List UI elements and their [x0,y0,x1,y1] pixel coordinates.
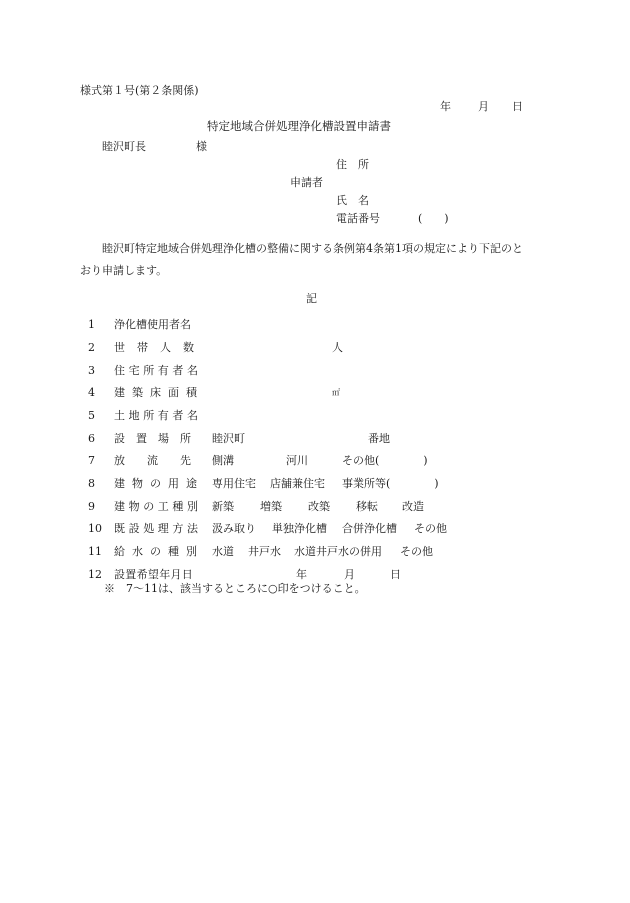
item-number: 1 [88,318,95,331]
item-number: 11 [88,545,102,558]
item-label: 設 置 場 所 [114,432,191,445]
item-option: 専用住宅 [212,477,256,490]
date-month-label: 月 [478,100,489,113]
item-label: 建物の工種別 [114,500,202,513]
item-option: 改造 [402,500,424,513]
item-label: 建物の用途 [114,477,204,490]
item-row-6 [0,432,630,446]
item-unit: ㎡ [332,388,340,397]
item-row-12 [0,568,630,582]
item-option: 日 [390,568,401,581]
item-option: 月 [344,568,355,581]
item-number: 8 [88,477,95,490]
item-option: 増築 [260,500,282,513]
item-option: 合併浄化槽 [342,522,397,535]
intro-line-1: 睦沢町特定地域合併処理浄化槽の整備に関する条例第4条第1項の規定により下記のと [102,242,523,255]
item-number: 10 [88,522,102,535]
item-option: 井戸水 [248,545,281,558]
applicant-label: 申請者 [290,176,323,189]
applicant-phone-paren: ( ) [418,212,449,225]
item-row-11 [0,545,630,559]
intro-paragraph [80,238,550,282]
item-row-5 [0,409,630,423]
applicant-name-label: 氏 名 [336,194,369,207]
footnote: ※ 7～11は、該当するところに○印をつけること。 [104,582,366,595]
item-label: 建築床面積 [114,386,204,399]
date-year-label: 年 [440,100,451,113]
honorific: 様 [196,140,207,153]
date-day-label: 日 [512,100,523,113]
item-number: 7 [88,454,95,467]
item-option: その他 [414,522,447,535]
applicant-phone-label: 電話番号 [336,212,380,225]
addressee: 睦沢町長 [102,140,146,153]
item-number: 4 [88,386,95,399]
item-row-2 [0,341,630,355]
item-option: その他( ) [342,454,428,467]
form-number: 様式第１号(第２条関係) [80,84,199,97]
item-label: 住宅所有者名 [114,364,202,377]
document-title: 特定地域合併処理浄化槽設置申請書 [207,119,391,133]
item-option: 年 [296,568,307,581]
item-label: 世 帯 人 数 [114,341,195,354]
item-option: 水道井戸水の併用 [294,545,382,558]
item-option: 汲み取り [212,522,256,535]
item-option: 事業所等( ) [342,477,439,490]
item-option: 新築 [212,500,234,513]
item-option: 単独浄化槽 [272,522,327,535]
item-unit: 人 [332,341,343,354]
item-number: 12 [88,568,102,581]
item-option: 睦沢町 [212,432,245,445]
item-label: 給水の種別 [114,545,204,558]
item-option: 側溝 [212,454,234,467]
applicant-address-label: 住 所 [336,158,369,171]
ki-heading: 記 [306,292,317,305]
item-label: 既設処理方法 [114,522,202,535]
item-row-1 [0,318,630,332]
item-row-10 [0,522,630,536]
item-option: その他 [400,545,433,558]
item-option: 番地 [368,432,390,445]
item-option: 水道 [212,545,234,558]
item-label: 浄化槽使用者名 [114,318,191,331]
item-label: 土地所有者名 [114,409,202,422]
item-number: 3 [88,364,95,377]
item-number: 6 [88,432,95,445]
item-row-4 [0,386,630,400]
item-number: 5 [88,409,95,422]
item-row-3 [0,364,630,378]
item-row-8 [0,477,630,491]
item-option: 改築 [308,500,330,513]
item-option: 河川 [286,454,308,467]
item-row-7 [0,454,630,468]
item-row-9 [0,500,630,514]
item-option: 店舗兼住宅 [270,477,325,490]
item-label: 放 流 先 [114,454,191,467]
item-option: 移転 [356,500,378,513]
item-number: 9 [88,500,95,513]
intro-line-2: おり申請します。 [80,264,168,277]
item-label: 設置希望年月日 [114,568,194,581]
item-number: 2 [88,341,95,354]
